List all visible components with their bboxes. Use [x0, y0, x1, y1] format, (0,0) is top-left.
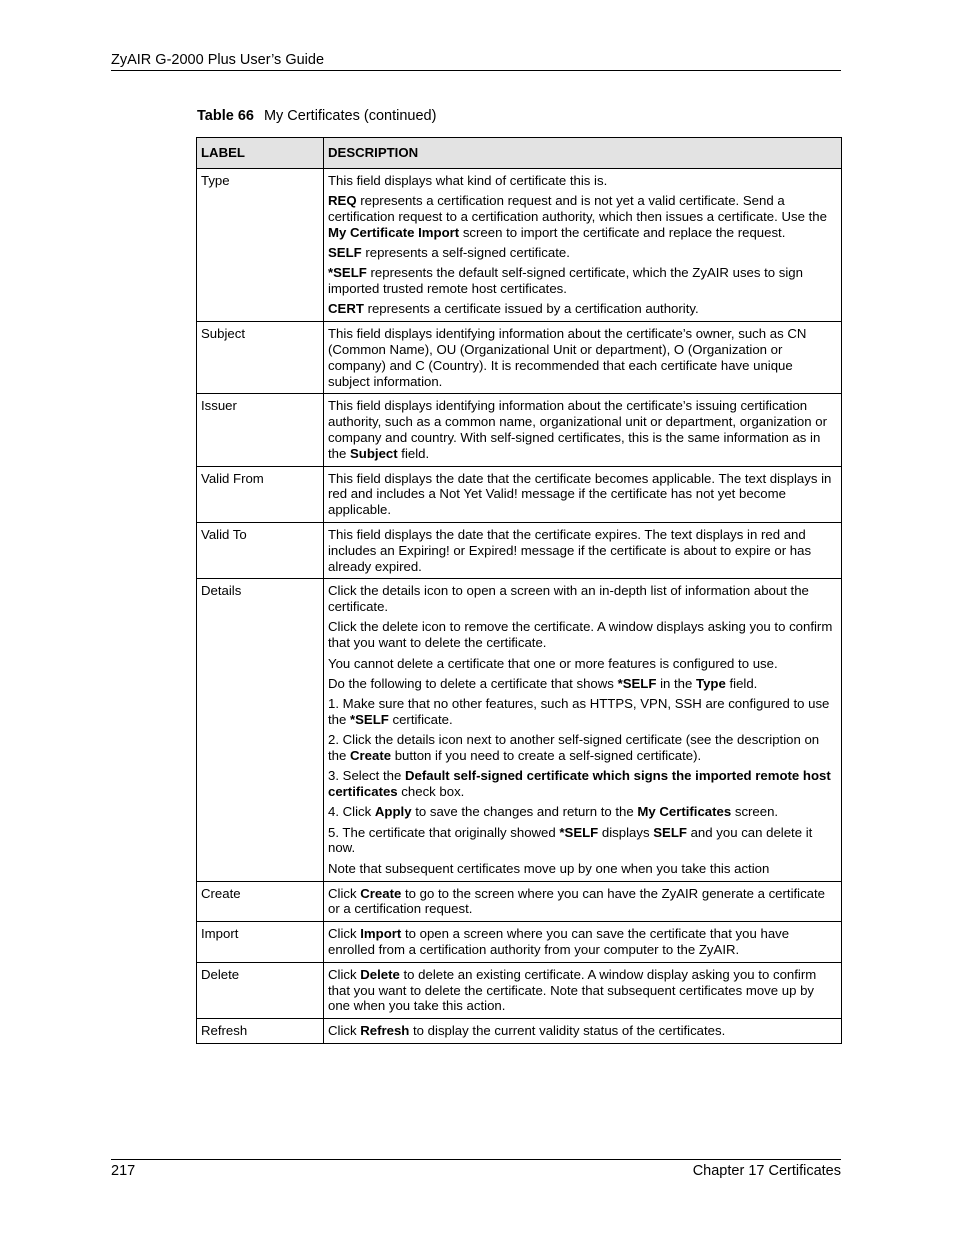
row-label: Create: [197, 881, 324, 922]
text-run: displays: [598, 824, 654, 840]
bold-term: *SELF: [617, 675, 657, 691]
text-run: in the: [656, 675, 696, 691]
table-row: [197, 922, 842, 963]
table-row: [197, 168, 842, 321]
bold-term: Type: [696, 675, 726, 691]
text-run: Click: [328, 1023, 361, 1039]
text-run: screen.: [731, 804, 779, 820]
row-label: Delete: [197, 962, 324, 1018]
text-run: Click: [328, 885, 361, 901]
row-label: Type: [197, 168, 324, 321]
header-description: DESCRIPTION: [324, 138, 842, 169]
bold-term: My Certificate Import: [328, 224, 460, 240]
text-run: This field displays what kind of certificate this is.: [328, 172, 608, 188]
bold-term: Import: [360, 926, 402, 942]
bold-term: *SELF: [328, 265, 367, 281]
bold-term: *SELF: [559, 824, 599, 840]
table-body: [197, 168, 842, 1043]
bold-term: Refresh: [360, 1023, 410, 1039]
description-paragraph: [328, 804, 837, 820]
bold-term: Default self-signed certificate which signs the imported remote host certificates: [328, 768, 831, 800]
row-description: [324, 522, 842, 578]
description-paragraph: [328, 193, 837, 240]
description-paragraph: [328, 656, 837, 672]
description-paragraph: [328, 1023, 837, 1039]
table-row: [197, 466, 842, 522]
description-paragraph: [328, 696, 837, 728]
row-label: Valid From: [197, 466, 324, 522]
text-run: certificate.: [388, 711, 453, 727]
row-description: [324, 962, 842, 1018]
description-paragraph: [328, 926, 837, 958]
description-paragraph: [328, 825, 837, 857]
text-run: field.: [725, 675, 758, 691]
header-label: LABEL: [197, 138, 324, 169]
row-description: [324, 1019, 842, 1044]
bold-term: SELF: [653, 824, 687, 840]
text-run: button if you need to create a self-signed certificate).: [391, 748, 702, 763]
table-row: [197, 881, 842, 922]
text-run: 2. Click the details icon next to another self-signed certificate (see the description on the: [328, 732, 820, 763]
table-header-row: [197, 138, 842, 169]
bold-term: CERT: [328, 301, 364, 317]
bold-term: Apply: [374, 804, 412, 820]
description-paragraph: [328, 245, 837, 261]
table-row: [197, 579, 842, 881]
text-run: 5. The certificate that originally showed: [328, 824, 560, 840]
text-run: screen to import the certificate and replace the request.: [459, 224, 786, 240]
text-run: 4. Click: [328, 804, 375, 820]
text-run: 1. Make sure that no other features, such as HTTPS, VPN, SSH are configured to use the: [328, 696, 830, 727]
text-run: field.: [397, 445, 430, 461]
bold-term: Subject: [350, 445, 398, 461]
row-description: [324, 394, 842, 466]
bold-term: SELF: [328, 244, 362, 260]
page-footer: [111, 1159, 841, 1179]
description-paragraph: [328, 619, 837, 651]
chapter-title: Chapter 17 Certificates: [692, 1163, 841, 1179]
page-number: 217: [111, 1163, 136, 1179]
text-run: Click the details icon to open a screen with an in-depth list of information about the certificate.: [328, 583, 809, 615]
text-run: This field displays identifying information about the certificate’s issuing certification authority, such as a common name, organizational unit or department, organization or company and country. With self-signed certificates, this is the same information as in the: [328, 398, 827, 461]
description-paragraph: [328, 471, 837, 518]
table-row: [197, 1019, 842, 1044]
table-number: Table 66: [197, 108, 254, 124]
text-run: represents a certificate issued by a certification authority.: [363, 301, 699, 317]
row-label: Subject: [197, 322, 324, 394]
row-label: Import: [197, 922, 324, 963]
table-row: [197, 962, 842, 1018]
description-paragraph: [328, 583, 837, 615]
row-description: [324, 881, 842, 922]
description-paragraph: [328, 398, 837, 461]
bold-term: Delete: [360, 966, 400, 982]
description-paragraph: [328, 886, 837, 918]
description-paragraph: [328, 676, 837, 692]
text-run: to save the changes and return to the: [411, 804, 638, 820]
description-paragraph: [328, 173, 837, 189]
description-paragraph: [328, 527, 837, 574]
row-description: [324, 466, 842, 522]
row-description: [324, 922, 842, 963]
text-run: to delete an existing certificate. A window display asking you to confirm that you want to delete the certificate. Note that subsequent certificates move up by one when you take this action.: [328, 966, 817, 1014]
text-run: Click: [328, 926, 361, 942]
text-run: and you can delete it now.: [328, 824, 813, 856]
text-run: Click: [328, 966, 361, 982]
table-title: My Certificates (continued): [263, 108, 437, 124]
row-label: Details: [197, 579, 324, 881]
text-run: Do the following to delete a certificate that shows: [328, 675, 618, 691]
text-run: Click the delete icon to remove the certificate. A window displays asking you to confirm that you want to delete the certificate.: [328, 619, 833, 651]
row-description: [324, 168, 842, 321]
description-paragraph: [328, 967, 837, 1014]
text-run: This field displays identifying information about the certificate’s owner, such as CN (Common Name), OU (Organizational Unit or department), O (Organization or company) and C (Country). It is recommended that each certificate have unique subject information.: [328, 326, 807, 389]
text-run: This field displays the date that the certificate becomes applicable. The text displays in red and includes a Not Yet Valid! message if the certificate has not yet become applicable.: [328, 470, 832, 518]
bold-term: *SELF: [350, 711, 389, 727]
bold-term: REQ: [328, 193, 357, 209]
certificates-table: [196, 137, 842, 1044]
text-run: represents a self-signed certificate.: [361, 244, 570, 260]
description-paragraph: [328, 326, 837, 389]
text-run: to go to the screen where you can have the ZyAIR generate a certificate or a certification request.: [328, 885, 826, 917]
description-paragraph: [328, 732, 837, 764]
table-row: [197, 322, 842, 394]
table-row: [197, 394, 842, 466]
description-paragraph: [328, 265, 837, 297]
row-label: Valid To: [197, 522, 324, 578]
description-paragraph: [328, 768, 837, 800]
text-run: 3. Select the: [328, 768, 405, 784]
bold-term: Create: [360, 885, 402, 901]
row-description: [324, 579, 842, 881]
text-run: to display the current validity status of the certificates.: [409, 1023, 726, 1039]
text-run: This field displays the date that the certificate expires. The text displays in red and includes an Expiring! or Expired! message if the certificate is about to expire or has already expired.: [328, 526, 812, 574]
text-run: represents the default self-signed certificate, which the ZyAIR uses to sign imported trusted remote host certificates.: [328, 265, 803, 297]
table-caption: [197, 108, 436, 124]
description-paragraph: [328, 301, 837, 317]
text-run: Note that subsequent certificates move up by one when you take this action: [328, 860, 770, 876]
bold-term: Create: [350, 748, 392, 763]
text-run: You cannot delete a certificate that one or more features is configured to use.: [328, 655, 778, 671]
row-label: Issuer: [197, 394, 324, 466]
row-label: Refresh: [197, 1019, 324, 1044]
description-paragraph: [328, 861, 837, 877]
guide-title: ZyAIR G-2000 Plus User’s Guide: [111, 52, 325, 68]
text-run: check box.: [397, 784, 465, 800]
table-row: [197, 522, 842, 578]
row-description: [324, 322, 842, 394]
bold-term: My Certificates: [637, 804, 732, 820]
text-run: to open a screen where you can save the certificate that you have enrolled from a certification authority from your computer to the ZyAIR.: [328, 926, 790, 957]
text-run: represents a certification request and is not yet a valid certificate. Send a certification request to a certification authority, which then issues a certificate. Use the: [328, 193, 827, 224]
page-header: [111, 52, 841, 71]
